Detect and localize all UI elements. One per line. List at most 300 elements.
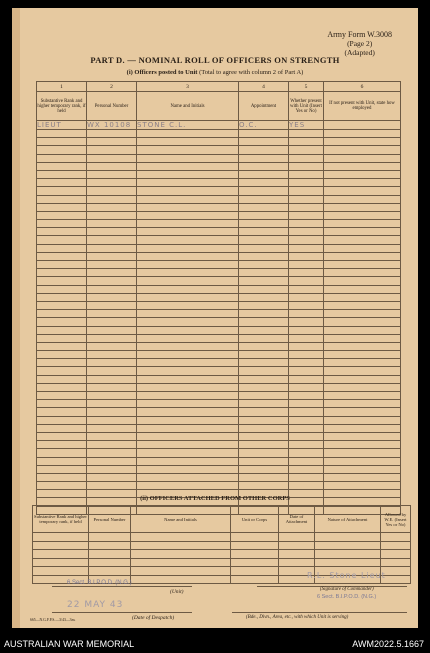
- table-cell: [324, 383, 401, 391]
- table-cell: [37, 244, 87, 252]
- rank-header: Substantive Rank and higher temporary rank, if held: [37, 92, 87, 121]
- table-cell: [324, 375, 401, 383]
- name-header: Name and Initials: [131, 506, 231, 533]
- signature-stamp: 6 Sect. B.I.P.O.D. (N.G.): [317, 594, 377, 600]
- table-cell: [239, 195, 289, 203]
- table-cell: [137, 326, 239, 334]
- table-cell: [87, 162, 137, 170]
- table-cell: [137, 416, 239, 424]
- table-cell: [37, 473, 87, 481]
- table-cell: [137, 301, 239, 309]
- table-cell: [324, 482, 401, 490]
- table-cell: [37, 301, 87, 309]
- table-row: [37, 228, 401, 236]
- table-cell: [289, 269, 324, 277]
- table-cell: [37, 310, 87, 318]
- table-row: [37, 473, 401, 481]
- table-cell: [137, 375, 239, 383]
- table-cell: [137, 367, 239, 375]
- table-row: [37, 293, 401, 301]
- table-cell: [37, 170, 87, 178]
- form-page: [12, 8, 418, 628]
- table-cell: [137, 138, 239, 146]
- table-cell: [324, 195, 401, 203]
- table-cell: [87, 441, 137, 449]
- table-cell: [289, 154, 324, 162]
- table-cell: [289, 310, 324, 318]
- table-cell: [315, 541, 381, 550]
- table-cell: [289, 236, 324, 244]
- table-cell: [37, 367, 87, 375]
- table-row: [37, 236, 401, 244]
- table-cell: [324, 432, 401, 440]
- table-cell: [137, 261, 239, 269]
- table-cell: [137, 244, 239, 252]
- table-cell: [37, 211, 87, 219]
- table-cell: [37, 342, 87, 350]
- table-cell: [37, 334, 87, 342]
- table-row: [37, 269, 401, 277]
- table-cell: [137, 392, 239, 400]
- table-cell: [87, 203, 137, 211]
- table-row: [37, 195, 401, 203]
- table-cell: [289, 179, 324, 187]
- table-cell: [239, 187, 289, 195]
- table-cell: [137, 342, 239, 350]
- table-cell: [37, 220, 87, 228]
- table-cell: [87, 220, 137, 228]
- table-cell: [37, 195, 87, 203]
- table-cell: [239, 154, 289, 162]
- table-cell: [324, 203, 401, 211]
- table-cell: [37, 326, 87, 334]
- table-cell: [324, 187, 401, 195]
- table-cell: [289, 482, 324, 490]
- caption-accession-number: AWM2022.5.1667: [352, 639, 424, 649]
- column-header-row: [37, 92, 401, 121]
- form-identifier: [327, 30, 392, 57]
- table-row: [37, 277, 401, 285]
- table-row: [37, 359, 401, 367]
- table-cell: [137, 400, 239, 408]
- table-cell: [239, 293, 289, 301]
- table-cell: [239, 432, 289, 440]
- table-cell: [37, 432, 87, 440]
- table-cell: [324, 138, 401, 146]
- table-cell: [37, 400, 87, 408]
- table-cell: [289, 293, 324, 301]
- table-cell: [37, 449, 87, 457]
- table-cell: [87, 473, 137, 481]
- table-cell: [239, 244, 289, 252]
- table-cell: [239, 334, 289, 342]
- table-row: [37, 465, 401, 473]
- table-cell: [87, 383, 137, 391]
- table-cell: [89, 533, 131, 542]
- table-cell: [137, 220, 239, 228]
- personal-number-header: Personal Number: [87, 92, 137, 121]
- table-row: [37, 187, 401, 195]
- table-cell: [239, 269, 289, 277]
- table-cell: [324, 277, 401, 285]
- allowed-header: Allowed by W.E. (Insert Yes or No): [381, 506, 411, 533]
- table-cell: [324, 367, 401, 375]
- table-cell: [289, 170, 324, 178]
- form-adapted-note: (Adapted): [344, 48, 375, 57]
- table-cell: [137, 187, 239, 195]
- table-cell: [89, 558, 131, 567]
- date-line: [52, 612, 192, 613]
- table-cell: [289, 351, 324, 359]
- table-cell: [289, 424, 324, 432]
- table-cell: [87, 154, 137, 162]
- table-cell: [137, 293, 239, 301]
- table-cell: [239, 146, 289, 154]
- table-cell: [137, 179, 239, 187]
- table-row: [37, 367, 401, 375]
- table-cell: [324, 457, 401, 465]
- table-cell: [324, 285, 401, 293]
- table-cell: [279, 533, 315, 542]
- formation-line: [232, 612, 407, 613]
- table-cell: [37, 424, 87, 432]
- table-cell: [137, 482, 239, 490]
- employment-cell: [324, 121, 401, 130]
- table-cell: [289, 146, 324, 154]
- present-header: Whether present with Unit (Insert Yes or No): [289, 92, 324, 121]
- table-cell: [87, 261, 137, 269]
- table-cell: [324, 269, 401, 277]
- table-cell: [137, 441, 239, 449]
- table-cell: [37, 162, 87, 170]
- table-cell: [381, 541, 411, 550]
- table-cell: [37, 228, 87, 236]
- table-cell: [37, 261, 87, 269]
- table-cell: [324, 392, 401, 400]
- table-cell: [239, 416, 289, 424]
- table-cell: [137, 146, 239, 154]
- table-row: [37, 392, 401, 400]
- column-number: 3: [137, 82, 239, 92]
- unit-stamp: 6 Sect. B.I.P.O.D. (N.G.): [67, 580, 132, 586]
- attachment-date-header: Date of Attachment: [279, 506, 315, 533]
- table-cell: [231, 533, 279, 542]
- table-cell: [324, 146, 401, 154]
- table-cell: [87, 375, 137, 383]
- table-cell: [324, 236, 401, 244]
- table-row: [33, 558, 411, 567]
- name-header: Name and Initials: [137, 92, 239, 121]
- table-row: [37, 154, 401, 162]
- table-cell: [87, 359, 137, 367]
- table-cell: [87, 269, 137, 277]
- table-row: [37, 121, 401, 130]
- table-row: [37, 162, 401, 170]
- table-cell: [37, 203, 87, 211]
- table-cell: [37, 187, 87, 195]
- table-cell: [239, 465, 289, 473]
- table-cell: [239, 383, 289, 391]
- table-row: [37, 130, 401, 138]
- table-cell: [239, 138, 289, 146]
- table-cell: [324, 441, 401, 449]
- table-cell: [137, 170, 239, 178]
- table-row: [37, 334, 401, 342]
- table-cell: [324, 465, 401, 473]
- table-cell: [289, 203, 324, 211]
- table-cell: [37, 269, 87, 277]
- table-cell: [87, 252, 137, 260]
- table-cell: [289, 392, 324, 400]
- table-cell: [289, 211, 324, 219]
- table-row: [37, 244, 401, 252]
- name-cell: STONE C.L.: [137, 121, 239, 130]
- table-row: [37, 261, 401, 269]
- subtitle-bold: (i) Officers posted to Unit: [126, 69, 198, 76]
- table-cell: [37, 154, 87, 162]
- appointment-header: Appointment: [239, 92, 289, 121]
- column-number: 6: [324, 82, 401, 92]
- table-cell: [239, 375, 289, 383]
- table-cell: [381, 558, 411, 567]
- table-cell: [289, 449, 324, 457]
- table-cell: [324, 318, 401, 326]
- table-row: [37, 220, 401, 228]
- table-cell: [239, 473, 289, 481]
- table-cell: [289, 252, 324, 260]
- table-cell: [37, 375, 87, 383]
- column-number: 1: [37, 82, 87, 92]
- attached-officers-title: (ii) OFFICERS ATTACHED FROM OTHER CORPS: [140, 495, 290, 502]
- form-page-number: (Page 2): [347, 39, 373, 48]
- table-cell: [137, 432, 239, 440]
- table-cell: [137, 236, 239, 244]
- table-cell: [239, 482, 289, 490]
- table-cell: [131, 575, 231, 584]
- table-cell: [239, 252, 289, 260]
- table-cell: [87, 318, 137, 326]
- column-number: 5: [289, 82, 324, 92]
- table-cell: [289, 195, 324, 203]
- subtitle-note: (Total to agree with column 2 of Part A): [199, 69, 304, 76]
- table-cell: [87, 449, 137, 457]
- table-cell: [37, 457, 87, 465]
- table-cell: [324, 326, 401, 334]
- table-row: [37, 211, 401, 219]
- table-row: [37, 449, 401, 457]
- table-cell: [324, 400, 401, 408]
- table-cell: [289, 473, 324, 481]
- table-cell: [231, 558, 279, 567]
- table-cell: [324, 154, 401, 162]
- table-row: [37, 383, 401, 391]
- table-cell: [239, 400, 289, 408]
- table-cell: [289, 400, 324, 408]
- table-cell: [279, 550, 315, 559]
- table-cell: [289, 326, 324, 334]
- table-cell: [87, 138, 137, 146]
- table-cell: [137, 228, 239, 236]
- table-cell: [239, 449, 289, 457]
- table-cell: [87, 424, 137, 432]
- table-cell: [137, 277, 239, 285]
- table-row: [33, 541, 411, 550]
- table-cell: [279, 541, 315, 550]
- table-cell: [324, 310, 401, 318]
- table-cell: [239, 408, 289, 416]
- table-cell: [289, 432, 324, 440]
- table-cell: [87, 244, 137, 252]
- table-cell: [289, 187, 324, 195]
- table-cell: [33, 533, 89, 542]
- table-cell: [324, 130, 401, 138]
- table-cell: [37, 351, 87, 359]
- commander-signature: R.L. Stone Lieut: [307, 571, 386, 580]
- table-cell: [289, 457, 324, 465]
- table-cell: [239, 277, 289, 285]
- table-cell: [37, 318, 87, 326]
- unit-label: (Unit): [170, 589, 184, 595]
- table-row: [33, 533, 411, 542]
- table-cell: [37, 482, 87, 490]
- table-cell: [239, 326, 289, 334]
- form-name: Army Form W.3008: [327, 30, 392, 39]
- table-cell: [33, 558, 89, 567]
- table-row: [37, 432, 401, 440]
- unit-line: [52, 586, 192, 587]
- table-cell: [289, 130, 324, 138]
- table-cell: [239, 457, 289, 465]
- table-cell: [381, 550, 411, 559]
- table-cell: [239, 170, 289, 178]
- table-row: [37, 301, 401, 309]
- table-cell: [324, 359, 401, 367]
- table-cell: [89, 541, 131, 550]
- table-cell: [87, 146, 137, 154]
- table-row: [37, 457, 401, 465]
- table-cell: [324, 179, 401, 187]
- table-row: [37, 342, 401, 350]
- appointment-cell: O.C.: [239, 121, 289, 130]
- table-cell: [87, 326, 137, 334]
- table-row: [37, 285, 401, 293]
- table-row: [37, 179, 401, 187]
- table-cell: [87, 301, 137, 309]
- table-cell: [137, 359, 239, 367]
- table-cell: [87, 179, 137, 187]
- table-cell: [239, 351, 289, 359]
- table-cell: [87, 432, 137, 440]
- column-number: 2: [87, 82, 137, 92]
- present-cell: YES: [289, 121, 324, 130]
- table-cell: [381, 533, 411, 542]
- table-cell: [289, 383, 324, 391]
- table-cell: [239, 342, 289, 350]
- table-cell: [231, 541, 279, 550]
- table-cell: [37, 252, 87, 260]
- table-cell: [324, 416, 401, 424]
- table-row: [37, 252, 401, 260]
- table-cell: [239, 392, 289, 400]
- table-cell: [37, 408, 87, 416]
- caption-institution: AUSTRALIAN WAR MEMORIAL: [4, 639, 135, 649]
- table-cell: [87, 285, 137, 293]
- table-cell: [324, 293, 401, 301]
- table-cell: [289, 301, 324, 309]
- table-cell: [137, 351, 239, 359]
- despatch-date-stamp: 22 MAY 43: [67, 600, 124, 610]
- table-row: [33, 550, 411, 559]
- table-row: [37, 170, 401, 178]
- table-row: [37, 424, 401, 432]
- table-cell: [87, 310, 137, 318]
- table-cell: [324, 334, 401, 342]
- table-cell: [87, 187, 137, 195]
- table-cell: [87, 392, 137, 400]
- table-cell: [33, 541, 89, 550]
- table-cell: [131, 567, 231, 576]
- table-cell: [37, 359, 87, 367]
- table-row: [37, 408, 401, 416]
- employment-header: If not present with Unit, state how employed: [324, 92, 401, 121]
- table-cell: [37, 285, 87, 293]
- table-row: [37, 138, 401, 146]
- column-header-row: [33, 506, 411, 533]
- table-cell: [137, 408, 239, 416]
- table-cell: [289, 318, 324, 326]
- personal-number-header: Personal Number: [89, 506, 131, 533]
- table-cell: [37, 146, 87, 154]
- table-cell: [37, 277, 87, 285]
- table-cell: [137, 457, 239, 465]
- table-cell: [87, 293, 137, 301]
- table-cell: [87, 170, 137, 178]
- table-cell: [289, 375, 324, 383]
- table-cell: [239, 441, 289, 449]
- table-cell: [87, 334, 137, 342]
- table-cell: [87, 342, 137, 350]
- officers-posted-rows: [37, 121, 401, 515]
- table-cell: [231, 567, 279, 576]
- table-cell: [289, 334, 324, 342]
- table-cell: [131, 541, 231, 550]
- signature-label: (Signature of Commander): [320, 587, 374, 592]
- table-cell: [87, 416, 137, 424]
- table-cell: [137, 285, 239, 293]
- table-row: [37, 203, 401, 211]
- rank-header: Substantive Rank and higher temporary rank, if held: [33, 506, 89, 533]
- table-cell: [87, 465, 137, 473]
- rank-cell: LIEUT: [37, 121, 87, 130]
- table-cell: [37, 130, 87, 138]
- table-row: [37, 482, 401, 490]
- table-cell: [289, 261, 324, 269]
- table-cell: [289, 244, 324, 252]
- table-cell: [239, 285, 289, 293]
- table-cell: [324, 351, 401, 359]
- table-cell: [137, 162, 239, 170]
- table-cell: [137, 252, 239, 260]
- table-cell: [231, 575, 279, 584]
- table-cell: [239, 220, 289, 228]
- table-cell: [289, 408, 324, 416]
- table-cell: [279, 558, 315, 567]
- table-row: [37, 416, 401, 424]
- table-cell: [137, 465, 239, 473]
- table-cell: [239, 301, 289, 309]
- table-cell: [239, 367, 289, 375]
- table-cell: [324, 170, 401, 178]
